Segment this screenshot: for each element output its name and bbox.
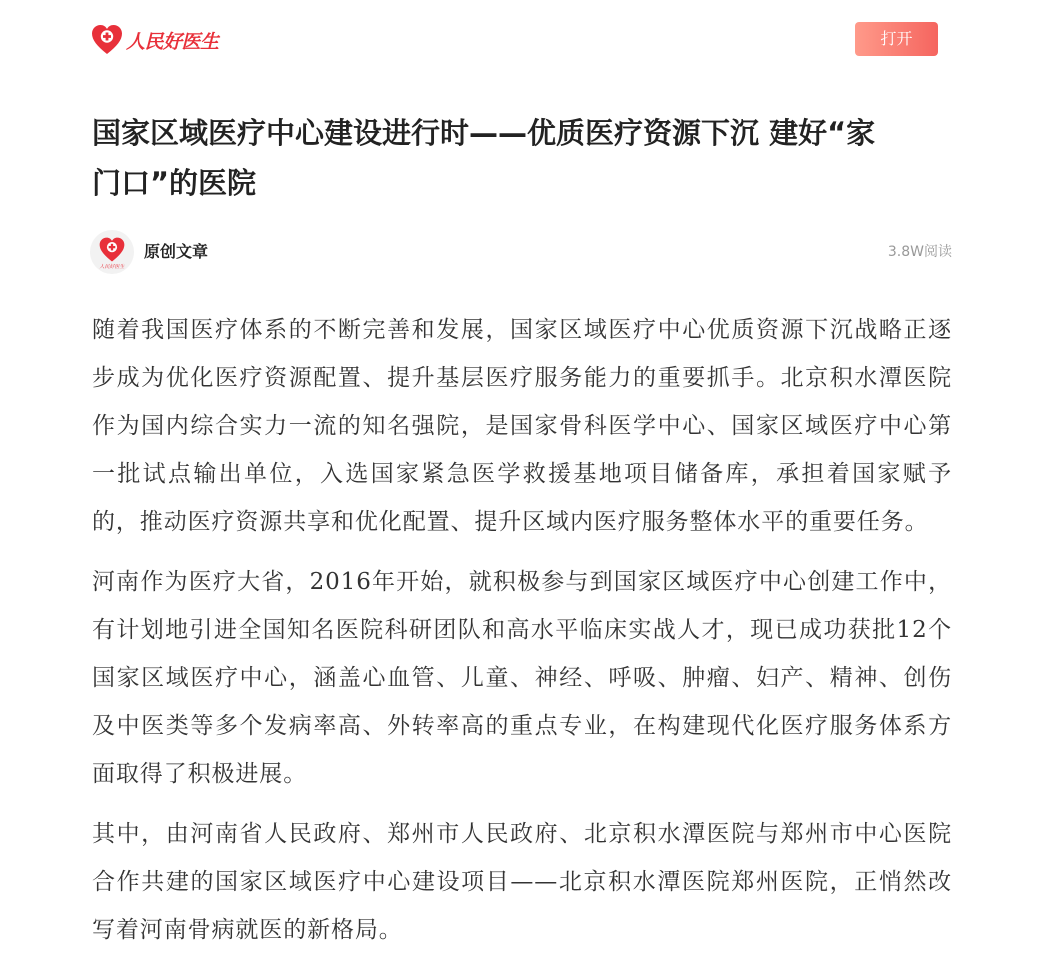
author-name[interactable]: 原创文章 [144,242,209,261]
read-count: 3.8W阅读 [887,244,952,260]
open-app-button[interactable]: 打开 [855,22,938,56]
heart-logo-icon [98,236,126,264]
article-body [92,306,952,966]
heart-logo-icon [90,23,124,57]
article-paragraph: 随着我国医疗体系的不断完善和发展，国家区域医疗中心优质资源下沉战略正逐步成为优化医疗资源配置、提升基层医疗服务能力的重要抓手。北京积水潭医院作为国内综合实力一流的知名强院，是国家骨科医学中心、国家区域医疗中心第一批试点输出单位，入选国家紧急医学救援基地项目储备库，承担着国家赋予的，推动医疗资源共享和优化配置、提升区域内医疗服务整体水平的重要任务。 [92,317,952,535]
article-title: 国家区域医疗中心建设进行时——优质医疗资源下沉 建好“家门口”的医院 [92,116,876,200]
article-paragraph: 其中，由河南省人民政府、郑州市人民政府、北京积水潭医院与郑州市中心医院合作共建的国家区域医疗中心建设项目——北京积水潭医院郑州医院，正悄然改写着河南骨病就医的新格局。 [92,821,952,943]
article-paragraph: 河南作为医疗大省，2016年开始，就积极参与到国家区域医疗中心创建工作中，有计划地引进全国知名医院科研团队和高水平临床实战人才，现已成功获批12个国家区域医疗中心，涵盖心血管、儿童、神经、呼吸、肿瘤、妇产、精神、创伤及中医类等多个发病率高、外转率高的重点专业，在构建现代化医疗服务体系方面取得了积极进展。 [92,569,952,787]
logo-text: 人民好医生 [126,30,219,53]
app-logo[interactable] [90,20,219,60]
app-header [0,0,1048,80]
author-row [90,228,952,276]
author-avatar[interactable] [90,230,134,274]
avatar-logo-text: 人民好医生 [99,264,125,270]
